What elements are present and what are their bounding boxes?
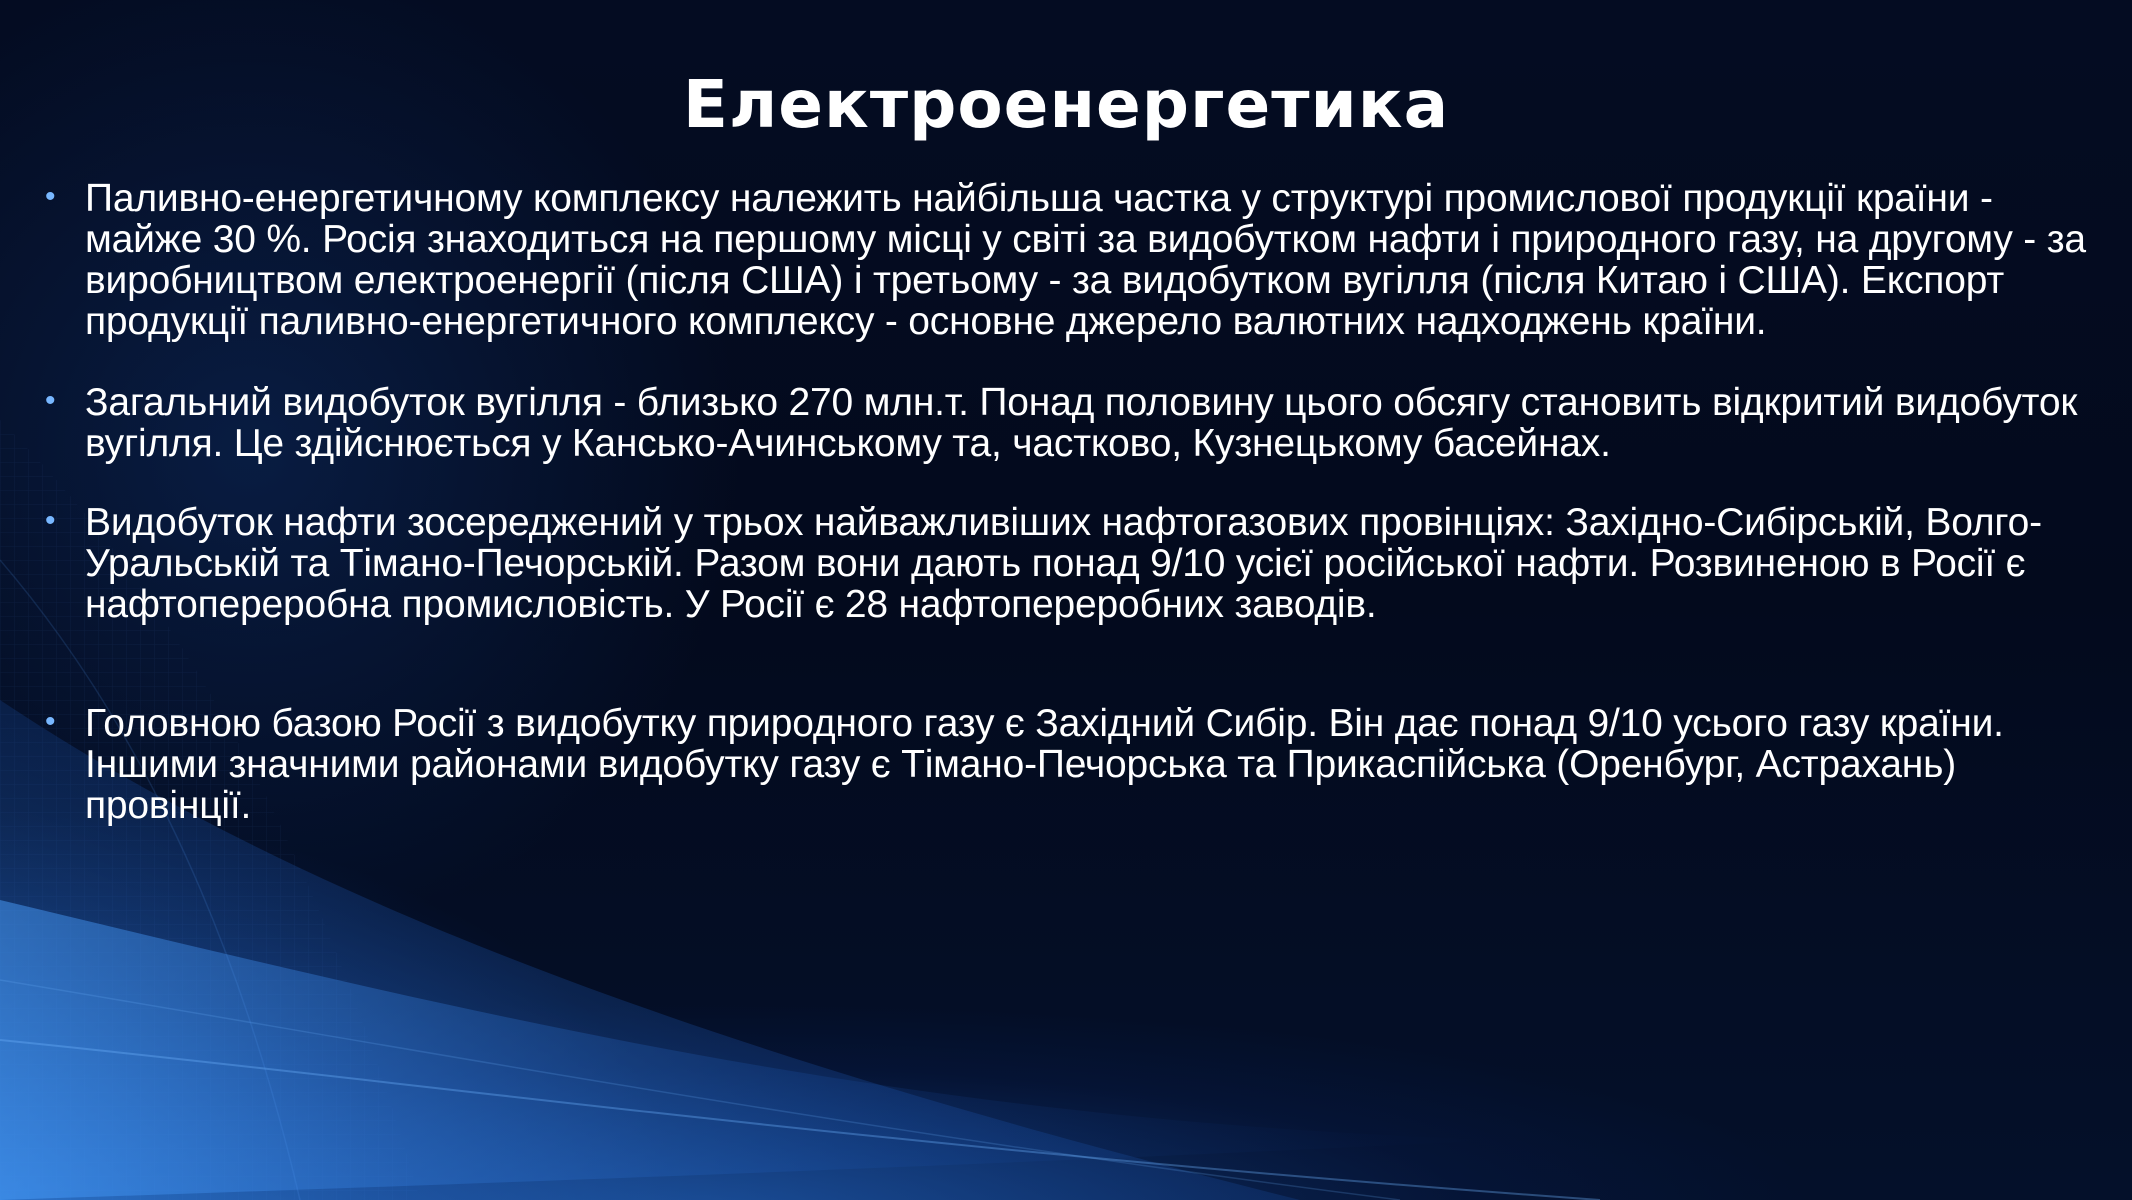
bullet-list xyxy=(40,178,2100,826)
bullet-icon: • xyxy=(45,504,56,537)
bullet-item xyxy=(40,382,2100,464)
bullet-item xyxy=(40,502,2100,625)
bullet-text: Видобуток нафти зосереджений у трьох найважливіших нафтогазових провінціях: Західно-Сибірській, Волго-Уральській та Тімано-Печорській. Разом вони дають понад 9/10 усієї російської нафти. Розвиненою в Росії є нафтопереробна промисловість. У Росії є 28 нафтопереробних заводів. xyxy=(85,501,2042,626)
bullet-text: Паливно-енергетичному комплексу належить найбільша частка у структурі промислової продукції країни - майже 30 %. Росія знаходиться на першому місці у світі за видобутком нафти і природного газу, на другому - за виробництвом електроенергії (після США) і третьому - за видобутком вугілля (після Китаю і США). Експорт продукції паливно-енергетичного комплексу - основне джерело валютних надходжень країни. xyxy=(85,177,2086,343)
bullet-item xyxy=(40,178,2100,342)
bullet-icon: • xyxy=(45,705,56,738)
bullet-icon: • xyxy=(45,180,56,213)
bullet-text: Головною базою Росії з видобутку природного газу є Західний Сибір. Він дає понад 9/10 усього газу країни. Іншими значними районами видобутку газу є Тімано-Печорська та Прикаспійська (Оренбург, Астрахань) провінції. xyxy=(85,702,2004,827)
bullet-text: Загальний видобуток вугілля - близько 270 млн.т. Понад половину цього обсягу становить відкритий видобуток вугілля. Це здійснюється у Кансько-Ачинському та, частково, Кузнецькому басейнах. xyxy=(85,381,2078,465)
bullet-item xyxy=(40,703,2100,826)
slide-title: Електроенергетика xyxy=(682,66,1450,143)
bullet-icon: • xyxy=(45,384,56,417)
